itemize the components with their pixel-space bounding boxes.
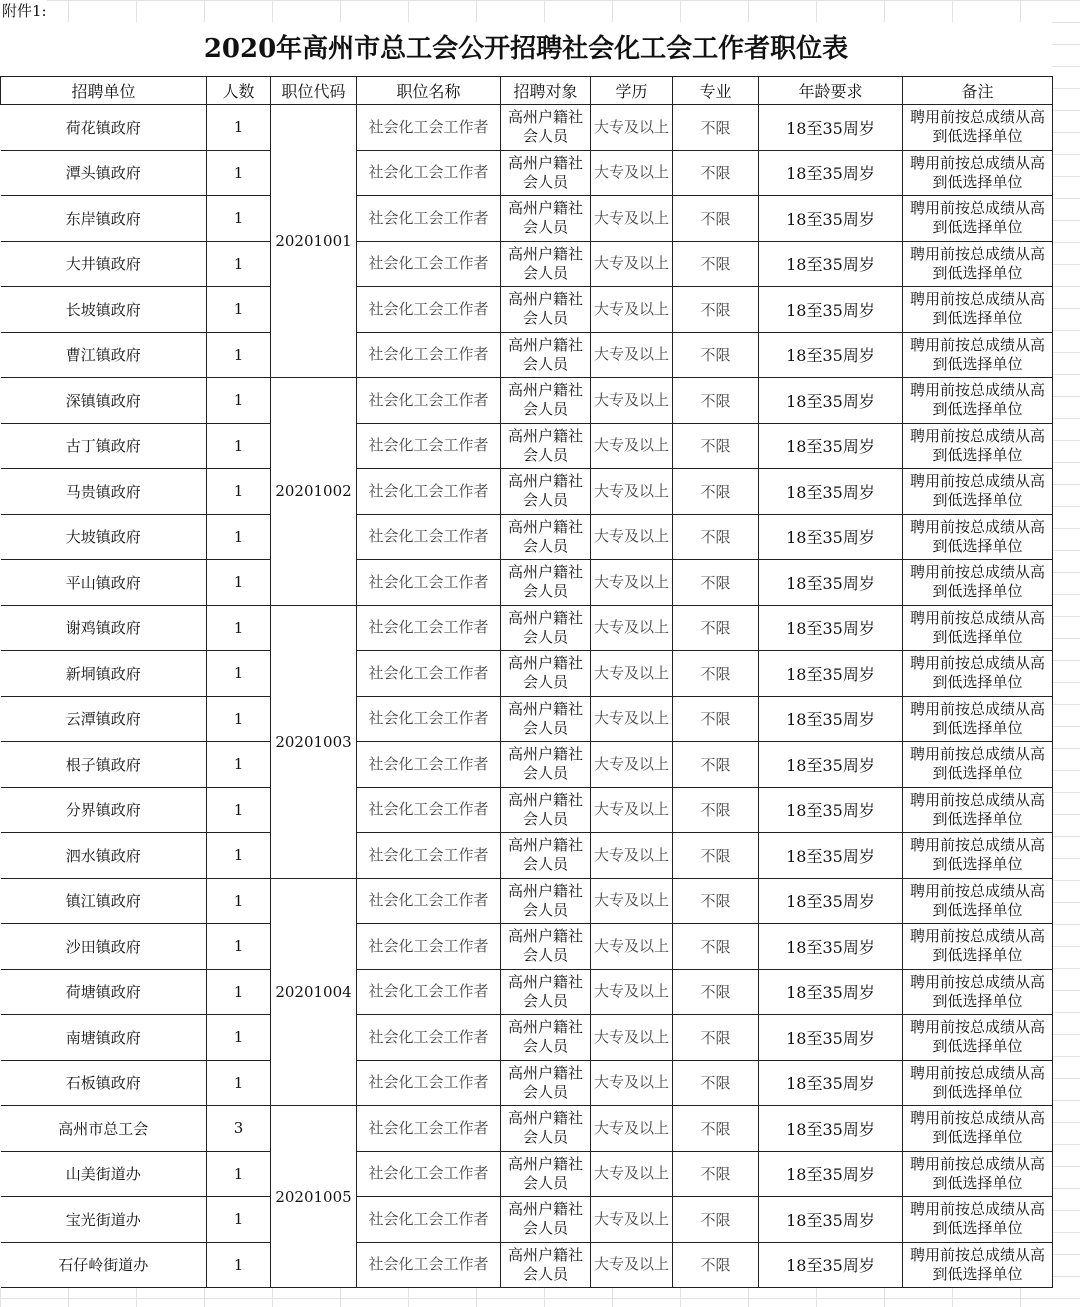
- target-cell: 高州户籍社会人员: [501, 1015, 591, 1061]
- age-cell: 18至35周岁: [759, 1060, 903, 1106]
- headcount-cell: 1: [207, 1060, 271, 1106]
- target-cell: 高州户籍社会人员: [501, 378, 591, 424]
- headcount-cell: 1: [207, 469, 271, 515]
- position-name-cell: 社会化工会工作者: [357, 560, 501, 606]
- target-cell: 高州户籍社会人员: [501, 787, 591, 833]
- headcount-cell: 1: [207, 878, 271, 924]
- table-row: [1, 105, 1053, 151]
- headcount-cell: 1: [207, 514, 271, 560]
- note-cell: 聘用前按总成绩从高到低选择单位: [903, 241, 1053, 287]
- table-row: [1, 787, 1053, 833]
- position-name-cell: 社会化工会工作者: [357, 1151, 501, 1197]
- education-cell: 大专及以上: [591, 378, 673, 424]
- education-cell: 大专及以上: [591, 924, 673, 970]
- major-cell: 不限: [673, 1197, 759, 1243]
- major-cell: 不限: [673, 1151, 759, 1197]
- target-cell: 高州户籍社会人员: [501, 833, 591, 879]
- unit-name-cell: 长坡镇政府: [1, 287, 207, 333]
- age-cell: 18至35周岁: [759, 1197, 903, 1243]
- major-cell: 不限: [673, 105, 759, 151]
- note-cell: 聘用前按总成绩从高到低选择单位: [903, 878, 1053, 924]
- major-cell: 不限: [673, 378, 759, 424]
- note-cell: 聘用前按总成绩从高到低选择单位: [903, 105, 1053, 151]
- table-row: [1, 924, 1053, 970]
- note-cell: 聘用前按总成绩从高到低选择单位: [903, 1060, 1053, 1106]
- unit-name-cell: 山美街道办: [1, 1151, 207, 1197]
- note-cell: 聘用前按总成绩从高到低选择单位: [903, 651, 1053, 697]
- header-position: 职位名称: [357, 77, 501, 105]
- note-cell: 聘用前按总成绩从高到低选择单位: [903, 787, 1053, 833]
- unit-name-cell: 古丁镇政府: [1, 423, 207, 469]
- education-cell: 大专及以上: [591, 332, 673, 378]
- major-cell: 不限: [673, 878, 759, 924]
- education-cell: 大专及以上: [591, 105, 673, 151]
- table-row: [1, 696, 1053, 742]
- target-cell: 高州户籍社会人员: [501, 969, 591, 1015]
- major-cell: 不限: [673, 696, 759, 742]
- age-cell: 18至35周岁: [759, 1242, 903, 1288]
- unit-name-cell: 新垌镇政府: [1, 651, 207, 697]
- table-row: [1, 332, 1053, 378]
- target-cell: 高州户籍社会人员: [501, 742, 591, 788]
- major-cell: 不限: [673, 1015, 759, 1061]
- headcount-cell: 1: [207, 423, 271, 469]
- unit-name-cell: 大井镇政府: [1, 241, 207, 287]
- target-cell: 高州户籍社会人员: [501, 560, 591, 606]
- table-row: [1, 378, 1053, 424]
- major-cell: 不限: [673, 605, 759, 651]
- table-body: [1, 105, 1053, 1288]
- note-cell: 聘用前按总成绩从高到低选择单位: [903, 742, 1053, 788]
- age-cell: 18至35周岁: [759, 150, 903, 196]
- unit-name-cell: 荷花镇政府: [1, 105, 207, 151]
- table-row: [1, 651, 1053, 697]
- position-name-cell: 社会化工会工作者: [357, 332, 501, 378]
- table-row: [1, 1151, 1053, 1197]
- headcount-cell: 1: [207, 1197, 271, 1243]
- age-cell: 18至35周岁: [759, 787, 903, 833]
- table-row: [1, 241, 1053, 287]
- education-cell: 大专及以上: [591, 787, 673, 833]
- unit-name-cell: 沙田镇政府: [1, 924, 207, 970]
- headcount-cell: 1: [207, 105, 271, 151]
- header-count: 人数: [207, 77, 271, 105]
- table-row: [1, 878, 1053, 924]
- headcount-cell: 1: [207, 1015, 271, 1061]
- positions-table-wrapper: [0, 76, 1052, 1288]
- position-name-cell: 社会化工会工作者: [357, 196, 501, 242]
- age-cell: 18至35周岁: [759, 696, 903, 742]
- age-cell: 18至35周岁: [759, 1151, 903, 1197]
- headcount-cell: 1: [207, 742, 271, 788]
- note-cell: 聘用前按总成绩从高到低选择单位: [903, 287, 1053, 333]
- major-cell: 不限: [673, 241, 759, 287]
- age-cell: 18至35周岁: [759, 878, 903, 924]
- education-cell: 大专及以上: [591, 469, 673, 515]
- position-name-cell: 社会化工会工作者: [357, 241, 501, 287]
- table-row: [1, 514, 1053, 560]
- headcount-cell: 1: [207, 924, 271, 970]
- header-target: 招聘对象: [501, 77, 591, 105]
- education-cell: 大专及以上: [591, 423, 673, 469]
- unit-name-cell: 深镇镇政府: [1, 378, 207, 424]
- education-cell: 大专及以上: [591, 196, 673, 242]
- major-cell: 不限: [673, 332, 759, 378]
- headcount-cell: 1: [207, 696, 271, 742]
- note-cell: 聘用前按总成绩从高到低选择单位: [903, 1015, 1053, 1061]
- position-name-cell: 社会化工会工作者: [357, 150, 501, 196]
- target-cell: 高州户籍社会人员: [501, 469, 591, 515]
- unit-name-cell: 宝光街道办: [1, 1197, 207, 1243]
- position-name-cell: 社会化工会工作者: [357, 742, 501, 788]
- position-name-cell: 社会化工会工作者: [357, 514, 501, 560]
- position-name-cell: 社会化工会工作者: [357, 287, 501, 333]
- position-code-cell: 20201004: [271, 878, 357, 1106]
- table-row: [1, 287, 1053, 333]
- header-major: 专业: [673, 77, 759, 105]
- major-cell: 不限: [673, 924, 759, 970]
- position-name-cell: 社会化工会工作者: [357, 605, 501, 651]
- headcount-cell: 1: [207, 1242, 271, 1288]
- headcount-cell: 1: [207, 969, 271, 1015]
- position-name-cell: 社会化工会工作者: [357, 423, 501, 469]
- note-cell: 聘用前按总成绩从高到低选择单位: [903, 150, 1053, 196]
- table-row: [1, 1060, 1053, 1106]
- age-cell: 18至35周岁: [759, 651, 903, 697]
- education-cell: 大专及以上: [591, 969, 673, 1015]
- table-row: [1, 605, 1053, 651]
- unit-name-cell: 荷塘镇政府: [1, 969, 207, 1015]
- age-cell: 18至35周岁: [759, 605, 903, 651]
- position-name-cell: 社会化工会工作者: [357, 1197, 501, 1243]
- headcount-cell: 1: [207, 787, 271, 833]
- position-name-cell: 社会化工会工作者: [357, 878, 501, 924]
- age-cell: 18至35周岁: [759, 241, 903, 287]
- target-cell: 高州户籍社会人员: [501, 1151, 591, 1197]
- headcount-cell: 1: [207, 1151, 271, 1197]
- note-cell: 聘用前按总成绩从高到低选择单位: [903, 605, 1053, 651]
- major-cell: 不限: [673, 560, 759, 606]
- age-cell: 18至35周岁: [759, 1015, 903, 1061]
- target-cell: 高州户籍社会人员: [501, 651, 591, 697]
- age-cell: 18至35周岁: [759, 969, 903, 1015]
- major-cell: 不限: [673, 514, 759, 560]
- positions-table: [0, 76, 1053, 1288]
- position-name-cell: 社会化工会工作者: [357, 969, 501, 1015]
- headcount-cell: 1: [207, 378, 271, 424]
- education-cell: 大专及以上: [591, 878, 673, 924]
- header-note: 备注: [903, 77, 1053, 105]
- target-cell: 高州户籍社会人员: [501, 241, 591, 287]
- education-cell: 大专及以上: [591, 696, 673, 742]
- unit-name-cell: 石仔岭街道办: [1, 1242, 207, 1288]
- header-unit: 招聘单位: [1, 77, 207, 105]
- note-cell: 聘用前按总成绩从高到低选择单位: [903, 696, 1053, 742]
- target-cell: 高州户籍社会人员: [501, 287, 591, 333]
- position-name-cell: 社会化工会工作者: [357, 1015, 501, 1061]
- note-cell: 聘用前按总成绩从高到低选择单位: [903, 378, 1053, 424]
- table-row: [1, 150, 1053, 196]
- position-name-cell: 社会化工会工作者: [357, 787, 501, 833]
- note-cell: 聘用前按总成绩从高到低选择单位: [903, 1151, 1053, 1197]
- headcount-cell: 3: [207, 1106, 271, 1152]
- table-row: [1, 1106, 1053, 1152]
- age-cell: 18至35周岁: [759, 423, 903, 469]
- position-name-cell: 社会化工会工作者: [357, 378, 501, 424]
- major-cell: 不限: [673, 150, 759, 196]
- target-cell: 高州户籍社会人员: [501, 1060, 591, 1106]
- target-cell: 高州户籍社会人员: [501, 696, 591, 742]
- target-cell: 高州户籍社会人员: [501, 1106, 591, 1152]
- major-cell: 不限: [673, 469, 759, 515]
- target-cell: 高州户籍社会人员: [501, 196, 591, 242]
- target-cell: 高州户籍社会人员: [501, 1242, 591, 1288]
- unit-name-cell: 平山镇政府: [1, 560, 207, 606]
- note-cell: 聘用前按总成绩从高到低选择单位: [903, 1242, 1053, 1288]
- education-cell: 大专及以上: [591, 1151, 673, 1197]
- age-cell: 18至35周岁: [759, 1106, 903, 1152]
- position-name-cell: 社会化工会工作者: [357, 1106, 501, 1152]
- headcount-cell: 1: [207, 560, 271, 606]
- note-cell: 聘用前按总成绩从高到低选择单位: [903, 560, 1053, 606]
- position-code-cell: 20201005: [271, 1106, 357, 1288]
- education-cell: 大专及以上: [591, 514, 673, 560]
- major-cell: 不限: [673, 969, 759, 1015]
- unit-name-cell: 东岸镇政府: [1, 196, 207, 242]
- age-cell: 18至35周岁: [759, 560, 903, 606]
- note-cell: 聘用前按总成绩从高到低选择单位: [903, 469, 1053, 515]
- major-cell: 不限: [673, 423, 759, 469]
- unit-name-cell: 曹江镇政府: [1, 332, 207, 378]
- target-cell: 高州户籍社会人员: [501, 878, 591, 924]
- age-cell: 18至35周岁: [759, 833, 903, 879]
- education-cell: 大专及以上: [591, 605, 673, 651]
- header-education: 学历: [591, 77, 673, 105]
- attachment-label: 附件1:: [2, 2, 47, 20]
- unit-name-cell: 根子镇政府: [1, 742, 207, 788]
- headcount-cell: 1: [207, 287, 271, 333]
- target-cell: 高州户籍社会人员: [501, 514, 591, 560]
- education-cell: 大专及以上: [591, 150, 673, 196]
- education-cell: 大专及以上: [591, 287, 673, 333]
- headcount-cell: 1: [207, 196, 271, 242]
- position-name-cell: 社会化工会工作者: [357, 1060, 501, 1106]
- education-cell: 大专及以上: [591, 742, 673, 788]
- position-code-cell: 20201001: [271, 105, 357, 378]
- age-cell: 18至35周岁: [759, 287, 903, 333]
- age-cell: 18至35周岁: [759, 196, 903, 242]
- age-cell: 18至35周岁: [759, 924, 903, 970]
- position-name-cell: 社会化工会工作者: [357, 1242, 501, 1288]
- major-cell: 不限: [673, 1106, 759, 1152]
- education-cell: 大专及以上: [591, 1060, 673, 1106]
- note-cell: 聘用前按总成绩从高到低选择单位: [903, 196, 1053, 242]
- note-cell: 聘用前按总成绩从高到低选择单位: [903, 833, 1053, 879]
- age-cell: 18至35周岁: [759, 469, 903, 515]
- table-row: [1, 833, 1053, 879]
- unit-name-cell: 石板镇政府: [1, 1060, 207, 1106]
- note-cell: 聘用前按总成绩从高到低选择单位: [903, 1106, 1053, 1152]
- table-row: [1, 423, 1053, 469]
- education-cell: 大专及以上: [591, 1106, 673, 1152]
- position-code-cell: 20201003: [271, 605, 357, 878]
- unit-name-cell: 南塘镇政府: [1, 1015, 207, 1061]
- target-cell: 高州户籍社会人员: [501, 105, 591, 151]
- age-cell: 18至35周岁: [759, 378, 903, 424]
- headcount-cell: 1: [207, 651, 271, 697]
- table-header-row: [1, 77, 1053, 105]
- table-row: [1, 969, 1053, 1015]
- table-row: [1, 742, 1053, 788]
- table-row: [1, 1197, 1053, 1243]
- major-cell: 不限: [673, 1060, 759, 1106]
- age-cell: 18至35周岁: [759, 742, 903, 788]
- headcount-cell: 1: [207, 605, 271, 651]
- education-cell: 大专及以上: [591, 833, 673, 879]
- target-cell: 高州户籍社会人员: [501, 924, 591, 970]
- target-cell: 高州户籍社会人员: [501, 1197, 591, 1243]
- note-cell: 聘用前按总成绩从高到低选择单位: [903, 1197, 1053, 1243]
- headcount-cell: 1: [207, 833, 271, 879]
- major-cell: 不限: [673, 651, 759, 697]
- education-cell: 大专及以上: [591, 1197, 673, 1243]
- unit-name-cell: 泗水镇政府: [1, 833, 207, 879]
- position-name-cell: 社会化工会工作者: [357, 105, 501, 151]
- position-name-cell: 社会化工会工作者: [357, 833, 501, 879]
- education-cell: 大专及以上: [591, 1242, 673, 1288]
- education-cell: 大专及以上: [591, 651, 673, 697]
- target-cell: 高州户籍社会人员: [501, 332, 591, 378]
- major-cell: 不限: [673, 787, 759, 833]
- table-row: [1, 560, 1053, 606]
- note-cell: 聘用前按总成绩从高到低选择单位: [903, 924, 1053, 970]
- position-name-cell: 社会化工会工作者: [357, 696, 501, 742]
- unit-name-cell: 马贵镇政府: [1, 469, 207, 515]
- unit-name-cell: 潭头镇政府: [1, 150, 207, 196]
- target-cell: 高州户籍社会人员: [501, 605, 591, 651]
- major-cell: 不限: [673, 833, 759, 879]
- education-cell: 大专及以上: [591, 1015, 673, 1061]
- education-cell: 大专及以上: [591, 241, 673, 287]
- header-age: 年龄要求: [759, 77, 903, 105]
- headcount-cell: 1: [207, 150, 271, 196]
- unit-name-cell: 云潭镇政府: [1, 696, 207, 742]
- major-cell: 不限: [673, 287, 759, 333]
- age-cell: 18至35周岁: [759, 332, 903, 378]
- position-name-cell: 社会化工会工作者: [357, 924, 501, 970]
- position-code-cell: 20201002: [271, 378, 357, 606]
- unit-name-cell: 谢鸡镇政府: [1, 605, 207, 651]
- major-cell: 不限: [673, 1242, 759, 1288]
- age-cell: 18至35周岁: [759, 105, 903, 151]
- table-row: [1, 469, 1053, 515]
- headcount-cell: 1: [207, 241, 271, 287]
- unit-name-cell: 大坡镇政府: [1, 514, 207, 560]
- position-name-cell: 社会化工会工作者: [357, 469, 501, 515]
- unit-name-cell: 分界镇政府: [1, 787, 207, 833]
- note-cell: 聘用前按总成绩从高到低选择单位: [903, 332, 1053, 378]
- age-cell: 18至35周岁: [759, 514, 903, 560]
- note-cell: 聘用前按总成绩从高到低选择单位: [903, 514, 1053, 560]
- header-code: 职位代码: [271, 77, 357, 105]
- table-row: [1, 1242, 1053, 1288]
- target-cell: 高州户籍社会人员: [501, 423, 591, 469]
- unit-name-cell: 高州市总工会: [1, 1106, 207, 1152]
- note-cell: 聘用前按总成绩从高到低选择单位: [903, 423, 1053, 469]
- unit-name-cell: 镇江镇政府: [1, 878, 207, 924]
- major-cell: 不限: [673, 196, 759, 242]
- education-cell: 大专及以上: [591, 560, 673, 606]
- table-row: [1, 1015, 1053, 1061]
- table-row: [1, 196, 1053, 242]
- note-cell: 聘用前按总成绩从高到低选择单位: [903, 969, 1053, 1015]
- position-name-cell: 社会化工会工作者: [357, 651, 501, 697]
- major-cell: 不限: [673, 742, 759, 788]
- page-title: 2020年高州市总工会公开招聘社会化工会工作者职位表: [0, 22, 1052, 76]
- target-cell: 高州户籍社会人员: [501, 150, 591, 196]
- headcount-cell: 1: [207, 332, 271, 378]
